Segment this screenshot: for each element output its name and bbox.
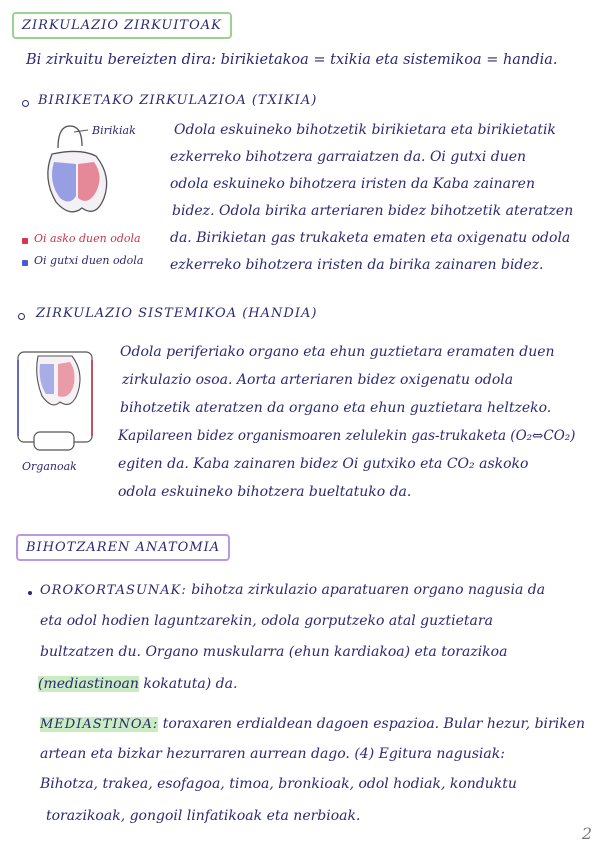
general-line: eta odol hodien laguntzarekin, odola gorputzeko atal guztietara xyxy=(40,613,493,629)
legend-red-icon xyxy=(22,238,28,244)
systemic-line: odola eskuineko bihotzera bueltatuko da. xyxy=(118,484,412,500)
systemic-circuit-diagram-icon xyxy=(14,340,114,460)
legend-blue-label: Oi gutxi duen odola xyxy=(34,254,144,267)
pulmonary-line: ezkerreko bihotzera iristen da birika zainaren bidez. xyxy=(170,257,544,273)
legend-red-label: Oi asko duen odola xyxy=(34,232,141,245)
section-title-anatomy: BIHOTZAREN ANATOMIA xyxy=(16,534,230,561)
pulmonary-line: Odola eskuineko bihotzetik birikietara eta birikietatik xyxy=(174,122,556,138)
mediastinum-line: artean eta bizkar hezurraren aurrean dago. (4) Egitura nagusiak: xyxy=(40,746,505,762)
general-label: OROKORTASUNAK: xyxy=(40,583,187,598)
bullet-icon xyxy=(22,100,29,107)
pulmonary-line: bidez. Odola birika arteriaren bidez bihotzetik ateratzen xyxy=(172,203,574,219)
mediastinum-line: Bihotza, trakea, esofagoa, timoa, bronkioak, odol hodiak, konduktu xyxy=(40,776,517,792)
mediastinum-line: torazikoak, gongoil linfatikoak eta nerbioak. xyxy=(46,808,361,824)
pulmonary-line: ezkerreko bihotzera garraiatzen da. Oi gutxi duen xyxy=(170,149,527,165)
systemic-line: Kapilareen bidez organismoaren zelulekin gas-trukaketa (O₂⇔CO₂) xyxy=(118,428,576,444)
pulmonary-heading: BIRIKETAKO ZIRKULAZIOA (TXIKIA) xyxy=(38,93,318,108)
systemic-heading: ZIRKULAZIO SISTEMIKOA (HANDIA) xyxy=(36,306,318,321)
mediastinum-line: toraxaren erdialdean dagoen espazioa. Bular hezur, biriken xyxy=(162,716,585,732)
systemic-line: bihotzetik ateratzen da organo eta ehun guztietara heltzeko. xyxy=(120,400,552,416)
general-line: bultzatzen du. Organo muskularra (ehun kardiakoa) eta torazikoa xyxy=(40,644,508,660)
organs-label: Organoak xyxy=(22,460,77,473)
highlighted-term: (mediastinoan xyxy=(38,676,139,692)
systemic-line: egiten da. Kaba zainaren bidez Oi gutxiko eta CO₂ askoko xyxy=(118,456,529,472)
section-title-circuits: ZIRKULAZIO ZIRKUITOAK xyxy=(12,12,232,39)
intro-line: Bi zirkuitu bereizten dira: birikietakoa = txikia eta sistemikoa = handia. xyxy=(26,52,558,68)
systemic-line: Odola periferiako organo eta ehun guztietara eramaten duen xyxy=(120,344,555,360)
legend-blue-icon xyxy=(22,260,28,266)
mediastinum-label: MEDIASTINOA: xyxy=(40,717,159,732)
page-number: 2 xyxy=(581,824,592,843)
pulmonary-line: odola eskuineko bihotzera iristen da Kaba zainaren xyxy=(170,176,535,192)
bullet-icon xyxy=(28,591,32,595)
general-line: kokatuta) da. xyxy=(143,676,238,692)
systemic-line: zirkulazio osoa. Aorta arteriaren bidez oxigenatu odola xyxy=(122,372,514,388)
general-line: bihotza zirkulazio aparatuaren organo nagusia da xyxy=(191,582,546,598)
lungs-label: Birikiak xyxy=(92,124,136,137)
pulmonary-line: da. Birikietan gas trukaketa ematen eta oxigenatu odola xyxy=(170,230,571,246)
bullet-icon xyxy=(18,313,25,320)
